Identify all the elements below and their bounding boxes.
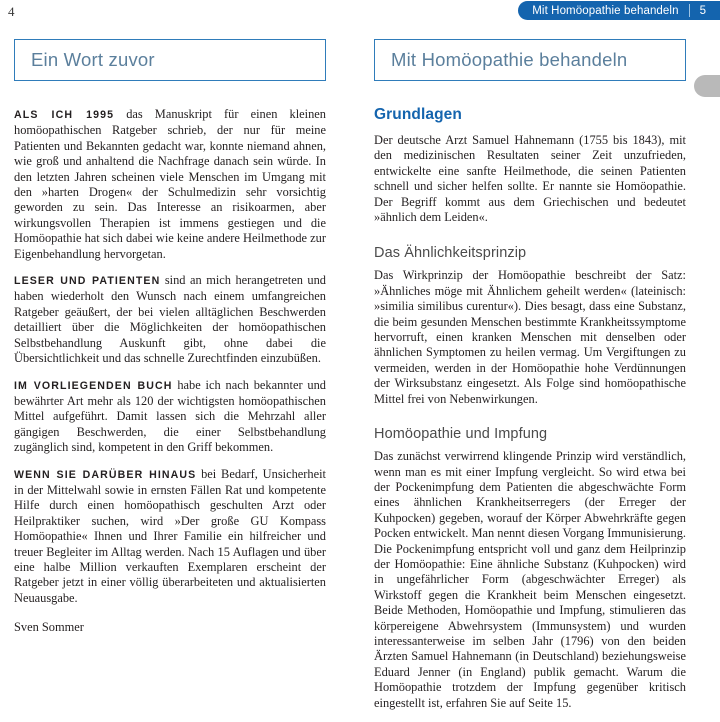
paragraph bbox=[14, 378, 326, 456]
running-head-divider bbox=[689, 4, 690, 17]
running-head bbox=[0, 0, 720, 26]
left-body-text bbox=[14, 107, 326, 635]
paragraph bbox=[14, 273, 326, 366]
chapter-title-box-left bbox=[14, 39, 326, 81]
running-head-bar bbox=[518, 1, 720, 20]
page-title-left: Ein Wort zuvor bbox=[31, 49, 155, 70]
paragraph bbox=[14, 107, 326, 262]
subsection-heading: Homöopathie und Impfung bbox=[374, 426, 548, 443]
paragraph-text: bei Bedarf, Unsicherheit in der Mittelwahl sowie in ernsten Fällen Rat und kompetente Hilfe durch einen homöopathisch geschulten Arzt oder Heilpraktiker suchen, wird »Der große GU Kompass Homöopathie« Ihnen und Ihrer Familie ein hilfreicher und treuer Begleiter im Alltag werden. Nach 15 Auflagen und über eine halbe Million verkauften Exemplaren erscheint der Ratgeber jetzt in einer völlig überarbeiteten und aktualisierten Neuausgabe. bbox=[14, 466, 326, 605]
page-left bbox=[14, 26, 326, 635]
folio-recto: 5 bbox=[699, 4, 706, 17]
page-right bbox=[374, 26, 686, 722]
paragraph-lead-in: LESER UND PATIENTEN bbox=[14, 275, 161, 288]
paragraph: Das zunächst verwirrend klingende Prinzip wird verständlich, wenn man es mit einer Impfung vergleicht. So wird etwa bei der Pockenimpfung dem Patienten die abgeschwächte Form eines ähnlichen Krankheitserregers (der Erreger der Kuhpocken) gegeben, worauf der Körper Abwehrkräfte gegen Pocken entwickelt. Man nennt diesen Vorgang Immunisierung. Die Pockenimpfung entspricht voll und ganz dem Heilprinzip der Homöopathie: Eine ähnliche Substanz (Kuhpocken) wird in ungefährlicher Form (abgeschwächter Erreger) als Wirkstoff gegen die Krankheit beim Menschen eingesetzt. Beide Methoden, Homöopathie und Impfung, stimulieren das körpereigene Abwehrsystem (Immunsystem) und wurden interessanterweise im selben Jahr (1796) von den beiden Ärzten Samuel Hahnemann (in Deutschland) beziehungsweise Eduard Jenner (in England) publik gemacht. Warum die Homöopathie trotzdem der Impfung gegenüber kritisch eingestellt ist, erfahren Sie auf Seite 15. bbox=[374, 449, 686, 710]
page-spread bbox=[0, 26, 720, 710]
paragraph-lead-in: WENN SIE DARÜBER HINAUS bbox=[14, 468, 197, 481]
paragraph: Der deutsche Arzt Samuel Hahnemann (1755 bis 1843), mit den medizinischen Resultaten seiner Zeit unzufrieden, entwickelte eine sanfte Heilmethode, die seinen Patienten schnell und sicher helfen sollte. Er nannte sie Homöopathie. Der Begriff kommt aus dem Griechischen und bedeutet »ähnlich dem Leiden«. bbox=[374, 133, 686, 225]
paragraph-lead-in: IM VORLIEGENDEN BUCH bbox=[14, 379, 173, 392]
running-head-title: Mit Homöopathie behandeln bbox=[532, 4, 679, 17]
paragraph bbox=[14, 467, 326, 607]
chapter-title-box-right bbox=[374, 39, 686, 81]
paragraph-text: habe ich nach bekannter und bewährter Art mehr als 120 der wichtigsten homöopathischen Mittel aufgeführt. Damit lassen sich die Mehrzahl aller gängigen Beschwerden, die einer Selbstbehandlung zugänglich sind, kompetent in den Griff bekommen. bbox=[14, 377, 326, 455]
paragraph-lead-in: ALS ICH 1995 bbox=[14, 109, 115, 121]
section-heading-grundlagen: Grundlagen bbox=[374, 106, 462, 123]
paragraph-text: das Manuskript für einen kleinen homöopathischen Ratgeber schrieb, der nur für meine Patienten und Bekannten gedacht war, konnte niemand ahnen, wie groß und anhaltend die Nachfrage danach sein würde. In den letzten Jahren scheinen viele Menschen im Umgang mit den »harten Drogen« der Schulmedizin sehr vorsichtig geworden zu sein. Das Interesse an risikoarmen, aber wirkungsvollen Therapien ist immens gestiegen und die Homöopathie hat sich dabei wie keine andere Heilmethode zur Eigenbehandlung hervorgetan. bbox=[14, 107, 326, 261]
folio-verso: 4 bbox=[8, 4, 15, 19]
author-signature: Sven Sommer bbox=[14, 620, 84, 635]
paragraph: Das Wirkprinzip der Homöopathie beschreibt der Satz: »Ähnliches möge mit Ähnlichem geheilt werden« (lateinisch: »similia similibus curentur«). Dies besagt, dass eine Substanz, die beim gesunden Menschen bestimmte Krankheitssymptome hervorruft, einen kranken Menschen mit denselben oder ähnlichen Symptomen zu heilen vermag. Um Vergiftungen zu vermeiden, werden in der Homöopathie hohe Verdünnungen der Wirksubstanz eingesetzt. Als Folge sind homöopathische Mittel frei von Nebenwirkungen. bbox=[374, 268, 686, 406]
page-title-right: Mit Homöopathie behandeln bbox=[391, 49, 628, 70]
paragraph-text: sind an mich herangetreten und haben wiederholt den Wunsch nach einem umfangreichen Ratgeber geäußert, der bei vielen alltäglichen Beschwerden detailliert über die Möglichkeiten der homöopathischen Selbstbehandlung Auskunft gibt, ohne dabei die Übersichtlichkeit und das schnelle Zurechtfinden einzubüßen. bbox=[14, 273, 326, 366]
subsection-heading: Das Ähnlichkeitsprinzip bbox=[374, 245, 527, 262]
